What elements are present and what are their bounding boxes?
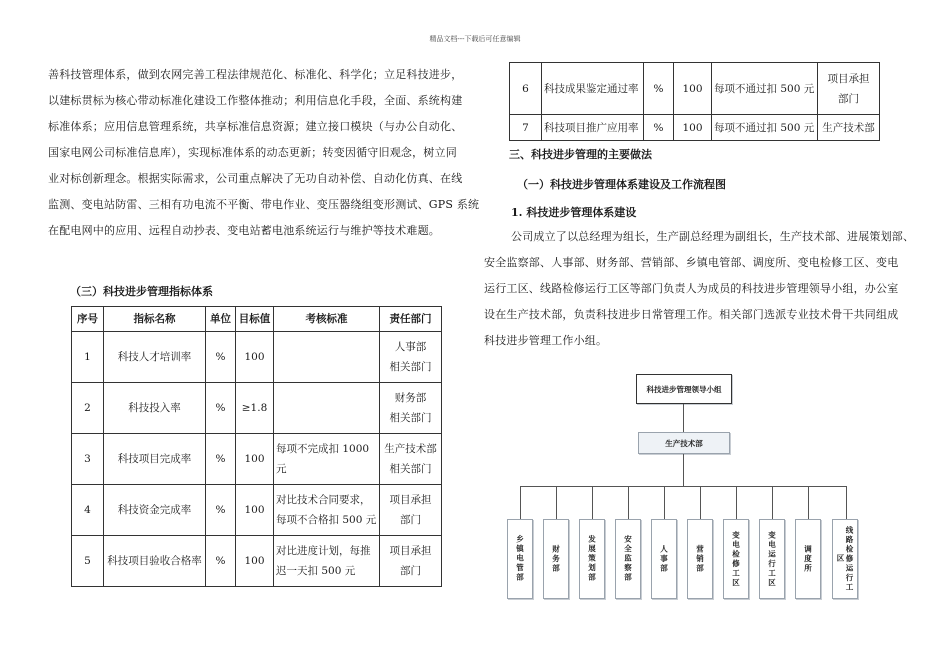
cell-name: 科技项目推广应用率: [542, 115, 644, 141]
cell-standard: 对比技术合同要求， 每项不合格扣 500 元: [274, 485, 380, 536]
connector-line: [556, 486, 557, 519]
paragraph-line: 以建标贯标为核心带动标准化建设工作整体推动；利用信息化手段，全面、系统构建: [48, 94, 463, 107]
org-dept-box: 调度所: [795, 519, 821, 599]
connector-line: [520, 486, 847, 487]
connector-line: [683, 454, 684, 486]
table-row: [510, 63, 880, 115]
cell-unit: %: [206, 434, 236, 485]
sub-heading: （一）科技进步管理体系建设及工作流程图: [517, 178, 726, 191]
org-dept-box: 乡镇电管部: [507, 519, 533, 599]
cell-target: 100: [236, 332, 274, 383]
table-row: [72, 383, 442, 434]
cell-standard: 每项不通过扣 500 元: [712, 63, 818, 115]
col-header: 单位: [206, 307, 236, 332]
cell-dept: 项目承担 部门: [380, 536, 442, 587]
org-dept-box: 变电运行工区: [759, 519, 785, 599]
connector-line: [736, 486, 737, 519]
cell-dept: 生产技术部 相关部门: [380, 434, 442, 485]
cell-no: 7: [510, 115, 542, 141]
cell-unit: %: [206, 332, 236, 383]
connector-line: [808, 486, 809, 519]
indicator-table-continued: [509, 62, 880, 141]
org-dept-box: 营销部: [687, 519, 713, 599]
cell-unit: %: [206, 383, 236, 434]
sub-sub-heading: 1. 科技进步管理体系建设: [511, 206, 637, 219]
cell-name: 科技成果鉴定通过率: [542, 63, 644, 115]
org-dept-box: 变电检修工区: [723, 519, 749, 599]
paragraph-line: 科技进步管理工作小组。: [484, 334, 608, 347]
table-heading: （三）科技进步管理指标体系: [70, 285, 213, 298]
col-header: 责任部门: [380, 307, 442, 332]
cell-unit: %: [644, 115, 674, 141]
cell-target: ≥1.8: [236, 383, 274, 434]
col-header: 考核标准: [274, 307, 380, 332]
right-paragraph: [484, 224, 914, 354]
section-heading: 三、科技进步管理的主要做法: [509, 148, 652, 161]
cell-name: 科技资金完成率: [104, 485, 206, 536]
cell-no: 6: [510, 63, 542, 115]
cell-name: 科技投入率: [104, 383, 206, 434]
org-dept-box: 人事部: [651, 519, 677, 599]
col-header: 序号: [72, 307, 104, 332]
table-row: [510, 115, 880, 141]
cell-unit: %: [206, 536, 236, 587]
cell-target: 100: [236, 434, 274, 485]
paragraph-line: 设在生产技术部，负责科技进步日常管理工作。相关部门选派专业技术骨干共同组成: [484, 308, 899, 321]
paragraph-line: 业对标创新理念。根据实际需求，公司重点解决了无功自动补偿、自动化仿真、在线: [48, 172, 463, 185]
indicator-table: [71, 306, 442, 587]
cell-dept: 项目承担 部门: [380, 485, 442, 536]
paragraph-line: 国家电网公司标准信息库），实现标准体系的动态更新；转变因循守旧观念，树立同: [48, 146, 457, 159]
table-header-row: [72, 307, 442, 332]
cell-no: 5: [72, 536, 104, 587]
connector-line: [846, 486, 847, 519]
org-top-box: 科技进步管理领导小组: [636, 374, 732, 404]
table-row: [72, 536, 442, 587]
table-row: [72, 485, 442, 536]
cell-standard: [274, 383, 380, 434]
cell-standard: 对比进度计划，每推 迟一天扣 500 元: [274, 536, 380, 587]
cell-standard: 每项不完成扣 1000 元: [274, 434, 380, 485]
connector-line: [520, 486, 521, 519]
cell-no: 3: [72, 434, 104, 485]
cell-target: 100: [236, 485, 274, 536]
cell-dept: 生产技术部: [818, 115, 880, 141]
paragraph-line: 安全监察部、人事部、财务部、营销部、乡镇电管部、调度所、变电检修工区、变电: [484, 256, 899, 269]
table-row: [72, 434, 442, 485]
table-row: [72, 332, 442, 383]
page-header: 精品文档---下载后可任意编辑: [429, 35, 521, 43]
org-dept-box: 财务部: [543, 519, 569, 599]
connector-line: [592, 486, 593, 519]
cell-dept: 项目承担 部门: [818, 63, 880, 115]
paragraph-line: 善科技管理体系，做到农网完善工程法律规范化、标准化、科学化；立足科技进步，: [48, 68, 463, 81]
paragraph-line: 运行工区、线路检修运行工区等部门负责人为成员的科技进步管理领导小组，办公室: [484, 282, 899, 295]
cell-dept: 财务部 相关部门: [380, 383, 442, 434]
org-chart: [480, 366, 880, 596]
cell-name: 科技项目验收合格率: [104, 536, 206, 587]
cell-no: 4: [72, 485, 104, 536]
left-paragraph: [48, 62, 479, 244]
cell-no: 1: [72, 332, 104, 383]
connector-line: [683, 404, 684, 432]
cell-target: 100: [236, 536, 274, 587]
cell-name: 科技项目完成率: [104, 434, 206, 485]
cell-unit: %: [206, 485, 236, 536]
connector-line: [664, 486, 665, 519]
col-header: 指标名称: [104, 307, 206, 332]
cell-standard: [274, 332, 380, 383]
org-dept-box: 安全监察部: [615, 519, 641, 599]
paragraph-line: 公司成立了以总经理为组长，生产副总经理为副组长，生产技术部、进展策划部、: [511, 230, 915, 243]
cell-target: 100: [674, 115, 712, 141]
org-dept-box: 线路检修运行工区: [832, 519, 858, 599]
cell-standard: 每项不通过扣 500 元: [712, 115, 818, 141]
paragraph-line: 在配电网中的应用、远程自动抄表、变电站蓄电池系统运行与维护等技术难题。: [48, 224, 440, 237]
cell-name: 科技人才培训率: [104, 332, 206, 383]
paragraph-line: 标准体系；应用信息管理系统，共享标准信息资源；建立接口模块（与办公自动化、: [48, 120, 463, 133]
col-header: 目标值: [236, 307, 274, 332]
org-middle-box: 生产技术部: [638, 432, 730, 454]
cell-target: 100: [674, 63, 712, 115]
cell-dept: 人事部 相关部门: [380, 332, 442, 383]
cell-unit: %: [644, 63, 674, 115]
org-dept-box: 发展策划部: [579, 519, 605, 599]
connector-line: [628, 486, 629, 519]
paragraph-line: 监测、变电站防雷、三相有功电流不平衡、带电作业、变压器绕组变形测试、GPS 系统: [48, 198, 480, 211]
connector-line: [700, 486, 701, 519]
cell-no: 2: [72, 383, 104, 434]
connector-line: [772, 486, 773, 519]
